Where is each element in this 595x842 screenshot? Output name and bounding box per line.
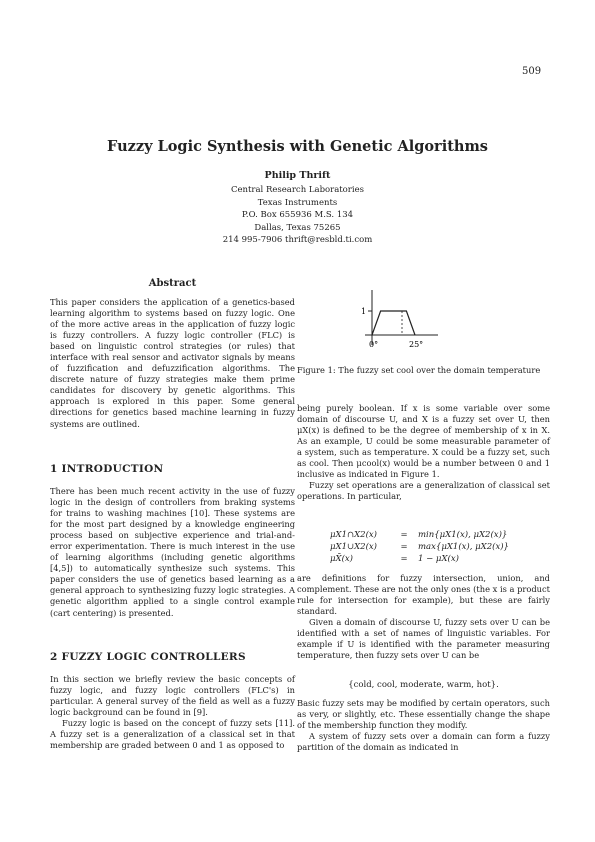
x-tick-label-left: 0° (369, 340, 379, 349)
abstract-heading: Abstract (148, 278, 197, 289)
equation-rhs: max{μX1(x), μX2(x)} (418, 542, 509, 552)
section-1-heading: 1 INTRODUCTION (50, 463, 164, 475)
author-name: Philip Thrift (264, 170, 331, 181)
abstract-paragraph: This paper considers the application of a genetics-based learning algorithm to systems based on fuzzy logic. One of the more active areas in the application of fuzzy logic is fuzzy controllers. A fuzzy logic controller (FLC) is based on linguistic control strategies (or rules) that interface with real sensor and activator signals by means of fuzzification and defuzzification algorithms. The discrete nature of fuzzy strategies make them prime candidates for discovery by genetic algorithms. This approach is explored in this paper. Some general directions for genetics based machine learning in fuzzy systems are outlined. (50, 297, 295, 429)
equation-rhs: min{μX1(x), μX2(x)} (418, 530, 508, 540)
affiliation-line: P.O. Box 655936 M.S. 134 (241, 210, 354, 220)
right-column-text-3 (297, 698, 550, 753)
equation-lhs: μX1∪X2(x) (330, 542, 377, 552)
right-paragraph: Given a domain of discourse U, fuzzy sets over U can be identified with a set of names of linguistic variables. For example if U is identified with the parameter measuring temperature, then fuzzy sets over U can be (297, 617, 550, 661)
paper-title: Fuzzy Logic Synthesis with Genetic Algorithms (107, 138, 488, 155)
equation-row (330, 542, 530, 554)
section-2-paragraph: Fuzzy logic is based on the concept of fuzzy sets [11]. A fuzzy set is a generalization of a classical set in that membership are graded between 0 and 1 as opposed to (50, 718, 295, 751)
right-column-text-1 (297, 403, 550, 502)
right-paragraph: being purely boolean. If x is some variable over some domain of discourse U, and X is a fuzzy set over U, then μX(x) is defined to be the degree of membership of x in X. As an example, U could be some measurable parameter of a system, such as temperature. X could be a fuzzy set, such as cool. Then μcool(x) would be a number between 0 and 1 inclusive as indicated in Figure 1. (297, 403, 550, 480)
right-paragraph: Basic fuzzy sets may be modified by certain operators, such as very, or slightly, etc. These essentially change the shape of the membership function they modify. (297, 698, 550, 731)
right-paragraph: are definitions for fuzzy intersection, union, and complement. These are not the only ones (the x is a product rule for intersection for example), but these are fairly standard. (297, 573, 550, 617)
linguistic-set: {cold, cool, moderate, warm, hot}. (348, 680, 499, 690)
right-paragraph: A system of fuzzy sets over a domain can form a fuzzy partition of the domain as indicated in (297, 731, 550, 753)
section-2-paragraph: In this section we briefly review the basic concepts of fuzzy logic, and fuzzy logic controllers (FLC's) in particular. A general survey of the field as well as a fuzzy logic background can be found in [9]. (50, 674, 295, 718)
equation-block (330, 530, 530, 566)
abstract-text (50, 297, 295, 430)
page-number: 509 (522, 66, 542, 77)
right-paragraph: Fuzzy set operations are a generalization of classical set operations. In particular, (297, 480, 550, 502)
equation-lhs: μX̄(x) (330, 554, 354, 564)
x-tick-label-right: 25° (409, 340, 424, 349)
affiliation-line: Dallas, Texas 75265 (254, 222, 341, 233)
membership-curve (372, 311, 415, 335)
affiliation-line: 214 995-7906 thrift@resbld.ti.com (222, 235, 373, 245)
section-2-text (50, 674, 295, 751)
section-1-text (50, 486, 295, 619)
affiliation (0, 184, 595, 247)
section-1-paragraph: There has been much recent activity in the use of fuzzy logic in the design of controllers from braking systems for trains to washing machines [10]. These systems are for the most part designed by a knowledge engineering process based on subjective experience and trial-and-error experimentation. There is much interest in the use of learning algorithms (including genetic algorithms [4,5]) to automatically synthesize such systems. This paper considers the use of genetics based learning as a general approach to synthesizing fuzzy logic strategies. A genetic algorithm applied to a single control example (cart centering) is presented. (50, 486, 295, 618)
equation-op: = (400, 554, 408, 564)
equation-row (330, 554, 530, 566)
affiliation-line: Central Research Laboratories (231, 185, 364, 195)
equation-row (330, 530, 530, 542)
equation-lhs: μX1∩X2(x) (330, 530, 377, 540)
equation-rhs: 1 − μX(x) (418, 554, 459, 564)
affiliation-line: Texas Instruments (257, 197, 338, 208)
equation-op: = (400, 542, 408, 552)
figure-1-caption: Figure 1: The fuzzy set cool over the domain temperature (297, 365, 541, 375)
y-tick-label: 1 (361, 307, 367, 316)
right-column-text-2 (297, 573, 550, 661)
equation-op: = (400, 530, 408, 540)
section-2-heading: 2 FUZZY LOGIC CONTROLLERS (50, 651, 246, 663)
